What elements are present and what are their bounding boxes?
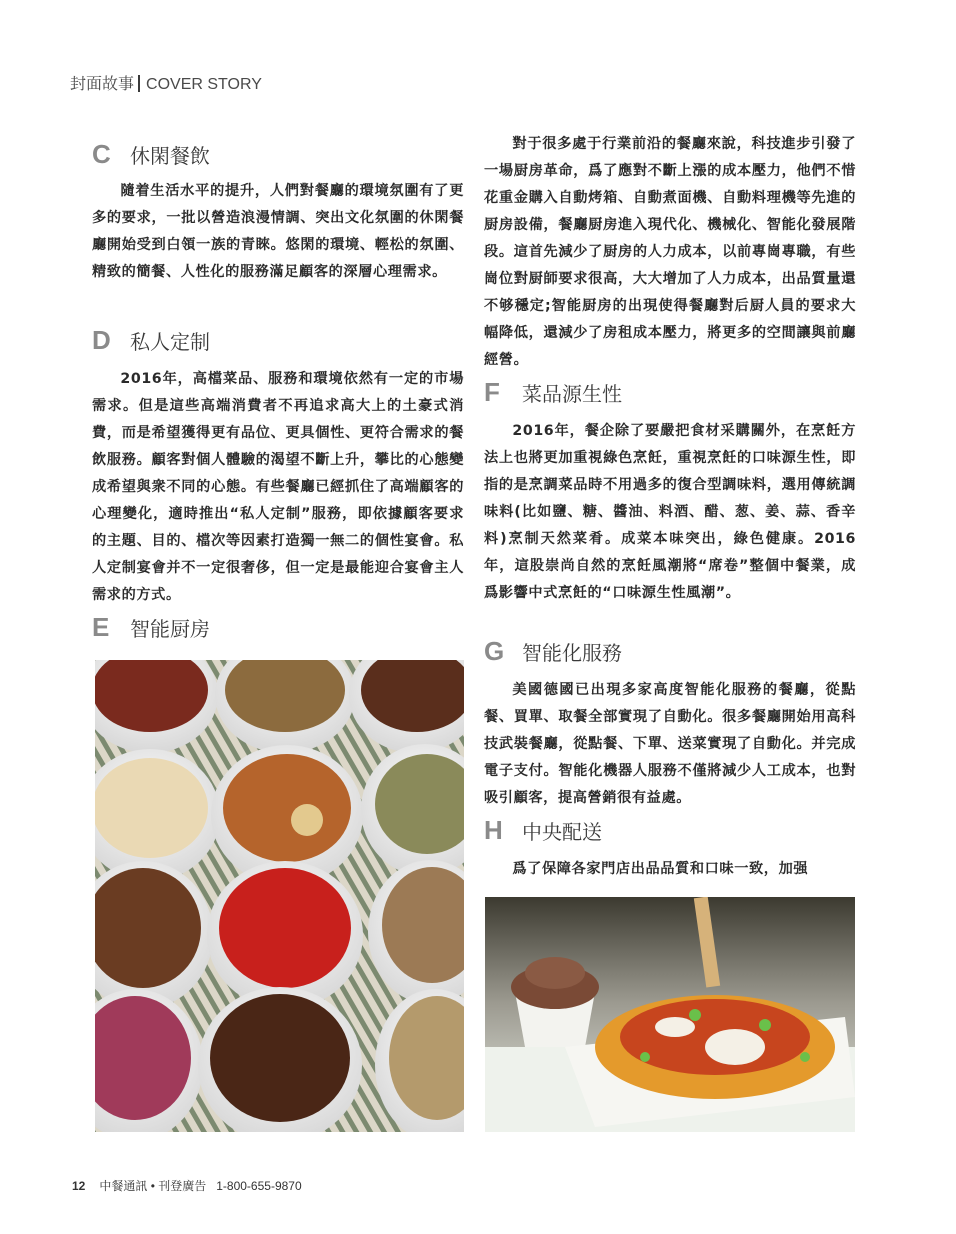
section-e-letter: E: [92, 611, 110, 642]
page-number: 12: [72, 1179, 86, 1193]
footer-publication: 中餐通訊 • 刊登廣告: [99, 1179, 207, 1193]
section-c-heading: [92, 137, 210, 171]
section-d-heading: [92, 323, 210, 357]
running-header: [70, 71, 262, 94]
spices-photo: [95, 660, 464, 1132]
section-h-body: 爲了保障各家門店出品品質和口味一致，加强: [512, 861, 809, 877]
spice-bowls-illustration: [95, 660, 464, 1132]
section-e-heading: [92, 610, 210, 644]
section-f-title: 菜品源生性: [522, 381, 622, 406]
section-h-heading: [484, 813, 602, 847]
section-d-title: 私人定制: [130, 329, 210, 354]
fries-photo: [485, 897, 855, 1132]
section-f-letter: F: [484, 376, 500, 407]
loaded-fries-illustration: [485, 897, 855, 1132]
section-h-letter: H: [484, 814, 503, 845]
page-footer: [72, 1177, 302, 1194]
section-c-title: 休閑餐飲: [130, 143, 210, 168]
section-f-body: 2016年，餐企除了要嚴把食材采購關外，在烹飪方法上也將更加重視綠色烹飪，重視烹飪的口味源生性，即指的是烹調菜品時不用過多的復合型調味料，選用傳統調味料(比如鹽、糖、醬油、料酒、醋、葱、姜、蒜、香辛料)烹制天然菜肴。成菜本味突出，綠色健康。2016年，這股崇尚自然的烹飪風潮將“席卷”整個中餐業，成爲影響中式烹飪的“口味源生性風潮”。: [484, 423, 856, 601]
section-g-title: 智能化服務: [522, 640, 622, 665]
header-section-en: COVER STORY: [146, 76, 262, 93]
section-g-letter: G: [484, 635, 505, 666]
section-f-heading: [484, 375, 622, 409]
section-e-body: 對于很多處于行業前沿的餐廳來說，科技進步引發了一場厨房革命，爲了應對不斷上漲的成本壓力，他們不惜花重金購入自動烤箱、自動煮面機、自動料理機等先進的厨房設備，餐廳厨房進入現代化、機械化、智能化發展階段。這首先減少了厨房的人力成本，以前專崗專職，有些崗位對厨師要求很高，大大增加了人力成本，出品質量還不够穩定;智能厨房的出現使得餐廳對后厨人員的要求大幅降低，還減少了房租成本壓力，將更多的空間讓與前廳經營。: [484, 136, 856, 368]
footer-phone: 1-800-655-9870: [216, 1179, 302, 1193]
section-g-heading: [484, 634, 622, 668]
header-divider: [138, 75, 140, 92]
section-d-body: 2016年，高檔菜品、服務和環境依然有一定的市場需求。但是這些高端消費者不再追求高大上的土豪式消費，而是希望獲得更有品位、更具個性、更符合需求的餐飲服務。顧客對個人體驗的渴望不斷上升，攀比的心態變成希望與衆不同的心態。有些餐廳已經抓住了高端顧客的心理變化，適時推出“私人定制”服務，即依據顧客要求的主題、目的、檔次等因素打造獨一無二的個性宴會。私人定制宴會并不一定很奢侈，但一定是最能迎合宴會主人需求的方式。: [92, 371, 464, 603]
header-section-cn: 封面故事: [70, 76, 135, 93]
section-c-body: 隨着生活水平的提升，人們對餐廳的環境氛圍有了更多的要求，一批以營造浪漫情調、突出文化氛圍的休閑餐廳開始受到白領一族的青睞。悠閑的環境、輕松的氛圍、精致的簡餐、人性化的服務滿足顧客的深層心理需求。: [92, 183, 464, 280]
section-g-body: 美國德國已出現多家高度智能化服務的餐廳，從點餐、買單、取餐全部實現了自動化。很多餐廳開始用高科技武裝餐廳，從點餐、下單、送菜實現了自動化。并完成電子支付。智能化機器人服務不僅將減少人工成本，也對吸引顧客，提高營銷很有益處。: [484, 682, 856, 806]
section-d-letter: D: [92, 324, 111, 355]
section-e-title: 智能厨房: [130, 616, 210, 641]
section-c-letter: C: [92, 138, 111, 169]
section-h-title: 中央配送: [522, 819, 602, 844]
